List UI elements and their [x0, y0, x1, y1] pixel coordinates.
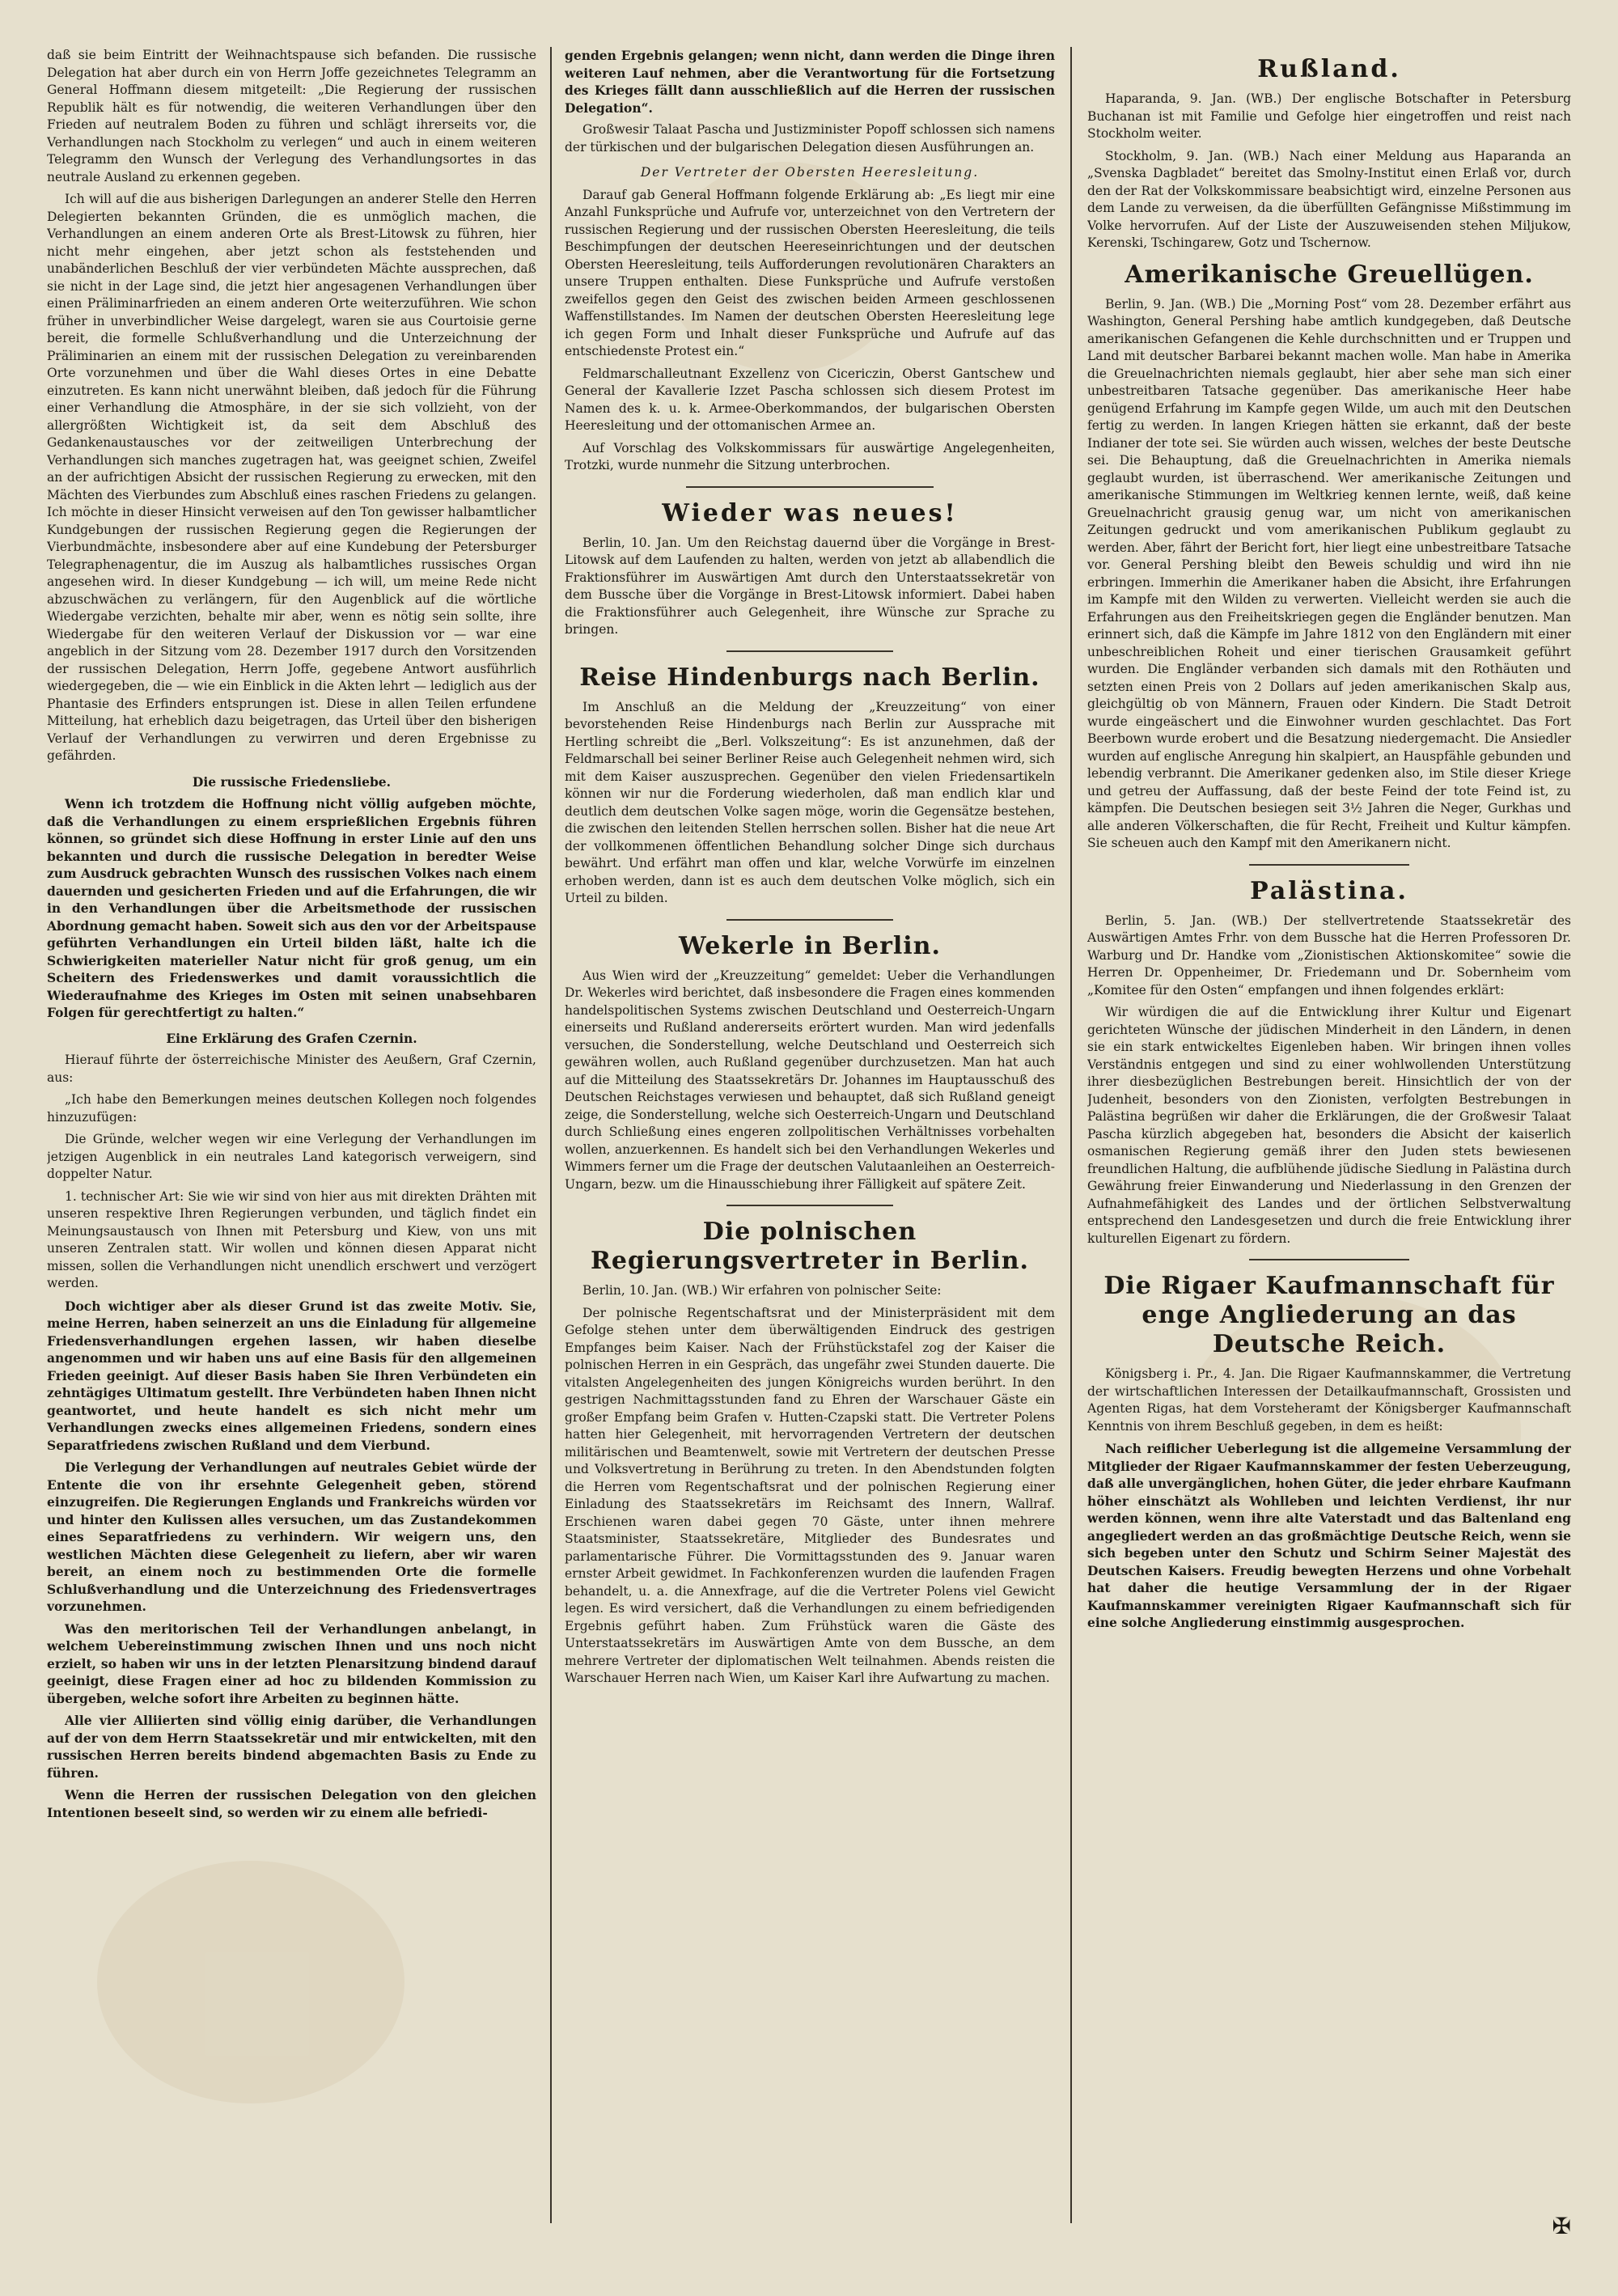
section-divider	[726, 650, 893, 652]
paragraph: Großwesir Talaat Pascha und Justizminister Popoff schlossen sich namens der türkischen und der bulgarischen Delegation diesen Ausführungen an.	[565, 122, 1055, 155]
paragraph: Im Anschluß an die Meldung der „Kreuzzeitung“ von einer bevorstehenden Reise Hindenburgs nach Berlin zur Aussprache mit Hertling schreibt die „Berl. Volkszeitung“: Es ist anzunehmen, daß der Feldmarschall bei seiner Berliner Reise auch Gelegenheit nehmen wird, sich mit dem Kaiser auszusprechen. Gegenüber den vielen Friedensartikeln können wir nur die Forderung wiederholen, daß man endlich klar und deutlich dem deutschen Volke sagen möge, worin die Gegensätze bestehen, die zwischen den leitenden Stellen herrschen sollen. Bisher hat die neue Art der vollkommenen öffentlichen Behandlung solcher Dinge sich durchaus bewährt. Und erfährt man offen und klar, welche Vorwürfe im einzelnen erhoben werden, dann ist es auch dem deutschen Volke möglich, sich ein Urteil zu bilden.	[565, 699, 1055, 905]
headline: Wekerle in Berlin.	[679, 931, 941, 960]
section-divider	[686, 486, 934, 488]
paragraph: Ich will auf die aus bisherigen Darlegungen an anderer Stelle den Herren Delegierten bekannten Gründen, die es unmöglich machen, die Verhandlungen an einem anderen Orte als Brest-Litowsk zu führen, hier nicht mehr eingehen, aber jetzt schon als feststehenden und unabänderlichen Beschluß der vier verbündeten Mächte aussprechen, daß sie nicht in der Lage sind, die jetzt hier angesagenen Verhandlungen über einen Präliminarfrieden an einem anderen Orte weiterzuführen. Wie schon früher in unverbindlicher Weise dargelegt, waren sie aus Courtoisie gerne bereit, die formelle Schlußverhandlung und die Unterzeichnung der Präliminarien an einem mit der russischen Delegation zu vereinbarenden Orte vorzunehmen und über die Wahl dieses Ortes in eine Debatte einzutreten. Es kann nicht unerwähnt bleiben, daß jedoch für die Führung einer Verhandlung die Atmosphäre, in der sie sich vollzieht, von der allergrößten Wichtigkeit ist, da seit dem Abschluß des Gedankenaustausches vor der zeitweiligen Unterbrechung der Verhandlungen sich manches zugetragen hat, was geeignet schien, Zweifel an der aufrichtigen Absicht der russischen Regierung zu erwecken, mit den Mächten des Vierbundes zum Abschluß eines raschen Friedens zu gelangen. Ich möchte in dieser Hinsicht verweisen auf den Ton gewisser halbamtlicher Kundgebungen der russischen Regierung gegen die Regierungen der Vierbundmächte, insbesondere aber auf eine Kundebung der Petersburger Telegraphenagentur, die im Auszug als halbamtliches russisches Organ angesehen wird. In dieser Kundgebung — ich will, um meine Rede nicht abzuschwächen zu verlängern, für den Augenblick auf die wörtliche Wiedergabe verzichten, behalte mir aber, wenn es nötig sein sollte, ihre Wiedergabe für den weiteren Verlauf der Diskussion vor — war eine angeblich in der Sitzung vom 28. Dezember 1917 durch den Vorsitzenden der russischen Delegation, Herrn Joffe, gegebene Antwort ausführlich wiedergegeben, die — wie ein Einblick in die Akten lehrt — lediglich aus der Phantasie des Erfinders entsprungen ist. Diese in allen Teilen erfundene Mitteilung, hat erheblich dazu beigetragen, das Urteil über den bisherigen Verlauf der Verhandlungen zu verwirren und deren Ergebnisse zu gefährden.	[47, 192, 536, 763]
paragraph: Auf Vorschlag des Volkskommissars für auswärtige Angelegenheiten, Trotzki, wurde nunmehr die Sitzung unterbrochen.	[565, 440, 1055, 472]
column-2	[565, 47, 1055, 2231]
headline: Die polnischen Regierungsvertreter in Berlin.	[591, 1218, 1029, 1275]
paragraph: Was den meritorischen Teil der Verhandlungen anbelangt, in welchem Uebereinstimmung zwischen Ihnen und uns noch nicht erzielt, so haben wir uns in der letzten Plenarsitzung bindend darauf geeinigt, diese Fragen einer ad hoc zu bildenden Kommission zu übergeben, welche sofort ihre Arbeiten zu beginnen hätte.	[47, 1620, 536, 1706]
paragraph: Doch wichtiger aber als dieser Grund ist das zweite Motiv. Sie, meine Herren, haben seinerzeit an uns die Einladung für allgemeine Friedensverhandlungen ergehen lassen, wir haben dieselbe angenommen und wir haben uns auf eine Basis für den allgemeinen Frieden geeinigt. Auf dieser Basis haben Sie Ihren Verbündeten ein zehntägiges Ultimatum gestellt. Ihre Verbündeten haben Ihnen nicht geantwortet, und heute handelt es sich nicht mehr um Verhandlungen zwecks eines allgemeinen Friedens, sondern eines Separatfriedens zwischen Rußland und dem Vierbund.	[47, 1298, 536, 1453]
headline: Die russische Friedensliebe.	[192, 773, 392, 790]
end-mark: ✠	[1552, 2213, 1571, 2239]
section-divider	[1249, 1259, 1409, 1260]
headline: Amerikanische Greuellügen.	[1125, 260, 1534, 289]
headline: Palästina.	[1250, 876, 1408, 905]
section-divider	[1249, 864, 1409, 866]
paragraph: Wenn ich trotzdem die Hoffnung nicht völlig aufgeben möchte, daß die Verhandlungen zu einem ersprießlichen Ergebnis führen können, so gründet sich diese Hoffnung in erster Linie auf den uns bekannten und durch die russische Delegation in beredter Weise zum Ausdruck gebrachten Wunsch des russischen Volkes nach einem dauernden und gesicherten Frieden und auf die Erfahrungen, die wir in den Verhandlungen über die Arbeitsmethode der russischen Abordnung gemacht haben. Soweit sich aus den vor der Arbeitspause geführten Verhandlungen ein Urteil bilden läßt, halte ich die Schwierigkeiten materieller Natur nicht für groß genug, um ein Scheitern des Friedenswerkes und damit voraussichtlich die Wiederaufnahme des Krieges im Osten mit seinen unabsehbaren Folgen für gerechtfertigt zu halten.“	[47, 796, 536, 1020]
paragraph: daß sie beim Eintritt der Weihnachtspause sich befanden. Die russische Delegation hat aber durch ein von Herrn Joffe gezeichnetes Telegramm an General Hoffmann diesem mitgeteilt: „Die Regierung der russischen Republik hält es für notwendig, die weiteren Verhandlungen über den Frieden auf neutralem Boden zu führen und schlägt ihrerseits vor, die Verhandlungen nach Stockholm zu verlegen“ und auch in einem weiteren Telegramm den Wunsch der Verlegung des Verhandlungsortes in das neutrale Ausland zu erkennen gegeben.	[47, 48, 536, 184]
paragraph: Nach reiflicher Ueberlegung ist die allgemeine Versammlung der Mitglieder der Rigaer Kaufmannskammer der festen Ueberzeugung, daß alle unvergänglichen, hohen Güter, die jeder ehrbare Kaufmann höher einschätzt als Wohlleben und leichten Verdienst, ihr nur werden können, wenn ihre alte Vaterstadt und das Baltenland eng angegliedert werden an das großmächtige Deutsche Reich, wenn sie sich begeben unter den Schutz und Schirm Seiner Majestät des Deutschen Kaisers. Freudig bewegten Herzens und ohne Vorbehalt hat daher die heutige Versammlung der in der Rigaer Kaufmannskammer vereinigten Rigaer Kaufmannschaft sich für eine solche Angliederung einstimmig ausgesprochen.	[1087, 1441, 1571, 1630]
paragraph: Berlin, 10. Jan. Um den Reichstag dauernd über die Vorgänge in Brest-Litowsk auf dem Laufenden zu halten, werden von jetzt ab allabendlich die Fraktionsführer im Auswärtigen Amt durch den Unterstaatssekretär von dem Bussche über die Vorgänge in Brest-Litowsk informiert. Dabei haben die Fraktionsführer auch Gelegenheit, ihre Wünsche zur Sprache zu bringen.	[565, 535, 1055, 637]
column-3	[1087, 47, 1571, 2231]
headline: Wieder was neues!	[662, 498, 958, 527]
paragraph: Alle vier Alliierten sind völlig einig darüber, die Verhandlungen auf der von dem Herrn Staatssekretär und mir entwickelten, mit den russischen Herren bereits bindend abgemachten Basis zu Ende zu führen.	[47, 1713, 536, 1781]
headline: Eine Erklärung des Grafen Czernin.	[166, 1030, 417, 1046]
column-rule-1	[550, 47, 552, 2223]
paragraph: Die Gründe, welcher wegen wir eine Verlegung der Verhandlungen im jetzigen Augenblick in ein neutrales Land kategorisch verweigern, sind doppelter Natur.	[47, 1132, 536, 1181]
paragraph: Wenn die Herren der russischen Delegation von den gleichen Intentionen beseelt sind, so werden wir zu einem alle befriedi-	[47, 1787, 536, 1820]
paragraph: Hierauf führte der österreichische Minister des Aeußern, Graf Czernin, aus:	[47, 1053, 536, 1085]
section-divider	[726, 919, 893, 921]
paragraph: „Ich habe den Bemerkungen meines deutschen Kollegen noch folgendes hinzuzufügen:	[47, 1092, 536, 1125]
paragraph: Darauf gab General Hoffmann folgende Erklärung ab: „Es liegt mir eine Anzahl Funksprüche und Aufrufe vor, unterzeichnet von den Vertretern der russischen Regierung und der russischen Obersten Heeresleitung, die teils Beschimpfungen der deutschen Heereseinrichtungen und der deutschen Obersten Heeresleitung, teils Aufforderungen revolutionären Charakters an unsere Truppen enthalten. Diese Funksprüche und Aufrufe verstoßen zweifellos gegen den Geist des zwischen beiden Armeen geschlossenen Waffenstillstandes. Im Namen der deutschen Obersten Heeresleitung lege ich gegen Form und Inhalt dieser Funksprüche und Aufrufe auf das entschiedenste Protest ein.“	[565, 187, 1055, 358]
paragraph: Aus Wien wird der „Kreuzzeitung“ gemeldet: Ueber die Verhandlungen Dr. Wekerles wird berichtet, daß insbesondere die Fragen eines kommenden handelspolitischen Systems zwischen Deutschland und Oesterreich-Ungarn einerseits und Rußland andererseits erörtert wurden. Man wird jedenfalls versuchen, die Sonderstellung, welche Deutschland und Oesterreich sich gewähren wollen, auch Rußland gegenüber durchzusetzen. Man hat auch auf die Mitteilung des Staatssekretärs Dr. Johannes im Hauptausschuß des Deutschen Reichstages verwiesen und behauptet, daß sich Rußland geneigt zeige, die Sonderstellung, welche sich Oesterreich-Ungarn und Deutschland durch Schließung eines engeren zollpolitischen Verhältnisses vorbehalten wollen, anzuerkennen. Es handelt sich bei den Verhandlungen Wekerles und Wimmers ferner um die Frage der deutschen Valutaanleihen an Oesterreich-Ungarn, bezw. um die Hinausschiebung ihrer Fälligkeit auf spätere Zeit.	[565, 968, 1055, 1192]
column-1	[47, 47, 536, 2231]
paragraph: 1. technischer Art: Sie wie wir sind von hier aus mit direkten Drähten mit unseren respektive Ihren Regierungen verbunden, und täglich findet ein Meinungsaustausch von Ihnen mit Petersburg und Kiew, von uns mit unseren Zentralen statt. Wir wollen und können diesen Apparat nicht missen, sollen die Verhandlungen nicht unendlich erschwert und verzögert werden.	[47, 1188, 536, 1290]
section-divider	[726, 1205, 893, 1206]
paragraph: Berlin, 9. Jan. (WB.) Die „Morning Post“ vom 28. Dezember erfährt aus Washington, General Pershing habe amtlich kundgegeben, daß Deutsche amerikanischen Gefangenen die Kehle durchschnitten und er Truppen und Land mit deutscher Barbarei bekannt machen wolle. Man habe in Amerika die Greuelnachrichten niemals geglaubt, hier aber sehe man sich einer unbestreitbaren Tatsache gegenüber. Das amerikanische Heer habe genügend Erfahrung im Kampfe gegen Wilde, um auch mit den Deutschen fertig zu werden. In langen Kriegen hätten sie erkannt, daß der beste Indianer der tote sei. Sie würden auch wissen, welches der beste Deutsche sei. Die Behauptung, daß die Greuelnachrichten in Amerika niemals geglaubt wurden, ist überraschend. Wer amerikanische Zeitungen und amerikanische Stimmungen im Weltkrieg kennen lernte, weiß, daß keine Greuelnachricht grausig genug war, um nicht von amerikanischen Zeitungen gedruckt und vom amerikanischen Publikum geglaubt zu werden. Aber, fährt der Bericht fort, hier liegt eine unbestreitbare Tatsache vor. General Pershing bleibt den Beweis schuldig und wird ihn nie erbringen. Immerhin die Amerikaner haben die Absicht, ihre Erfahrungen im Kampfe mit den Wilden zu verwerten. Vielleicht werden sie auch die Erfahrungen aus den Freiheitskriegen gegen die Engländer benutzen. Man erinnert sich, daß die Kämpfe im Jahre 1812 von den Engländern mit einer unbeschreiblichen Roheit und einer tierischen Grausamkeit geführt wurden. Die Engländer verbanden sich damals mit den Rothäuten und setzten einen Preis von 2 Dollars auf jeden amerikanischen Skalp aus, gleichgültig ob von Männern, Frauen oder Kindern. Die Stadt Detroit wurde eingeäschert und die Einwohner wurden geschlachtet. Das Fort Beerbown wurde erobert und die Besatzung niedergemacht. Die Ansiedler wurden auf englische Anregung hin skalpiert, an Hauspfähle gebunden und lebendig verbrannt. Die Amerikaner gedenken also, im Stile dieser Kriege und getreu der Auffassung, daß der beste Feind der tote Feind ist, zu kämpfen. Die Deutschen besiegen seit 3½ Jahren die Neger, Gurkhas und alle anderen Völkerschaften, die für Recht, Freiheit und Kultur kämpfen. Sie scheuen auch den Kampf mit den Amerikanern nicht.	[1087, 296, 1571, 850]
paragraph: genden Ergebnis gelangen; wenn nicht, dann werden die Dinge ihren weiteren Lauf nehmen, aber die Verantwortung für die Fortsetzung des Krieges fällt dann ausschließlich auf die Herren der russischen Delegation“.	[565, 48, 1055, 116]
paragraph: Wir würdigen die auf die Entwicklung ihrer Kultur und Eigenart gerichteten Wünsche der jüdischen Minderheit in den Ländern, in denen sie ein stark entwickeltes Eigenleben haben. Wir bringen ihnen volles Verständnis entgegen und sind zu einer wohlwollenden Unterstützung ihrer diesbezüglichen Bestrebungen bereit. Hinsichtlich der von der Judenheit, besonders von den Zionisten, verfolgten Bestrebungen in Palästina begrüßen wir daher die Erklärungen, die der Großwesir Talaat Pascha kürzlich abgegeben hat, besonders die Absicht der kaiserlich osmanischen Regierung gemäß ihrer den Juden stets bewiesenen freundlichen Haltung, die aufblühende jüdische Siedlung in Palästina durch Gewährung freier Einwanderung und Niederlassung in den Grenzen der Aufnahmefähigkeit des Landes und der örtlichen Selbstverwaltung entsprechend den Landesgesetzen und durch die freie Entwicklung ihrer kulturellen Eigenart zu fördern.	[1087, 1005, 1571, 1246]
headline: Rußland.	[1257, 55, 1401, 83]
column-rule-2	[1070, 47, 1072, 2223]
paragraph: Berlin, 5. Jan. (WB.) Der stellvertretende Staatssekretär des Auswärtigen Amtes Frhr. von dem Bussche hat die Herren Professoren Dr. Warburg und Dr. Handke vom „Zionistischen Aktionskomitee“ sowie die Herren Dr. Oppenheimer, Dr. Friedemann und Dr. Sobernheim vom „Komitee für den Osten“ empfangen und ihnen folgendes erklärt:	[1087, 913, 1571, 998]
headline: Die Rigaer Kaufmannschaft für enge Angliederung an das Deutsche Reich.	[1103, 1272, 1555, 1358]
paragraph: Feldmarschalleutnant Exzellenz von Cicericzin, Oberst Gantschew und General der Kavallerie Izzet Pascha schlossen sich diesem Protest im Namen des k. u. k. Armee-Oberkommandos, der bulgarischen Obersten Heeresleitung und der ottomanischen Armee an.	[565, 366, 1055, 433]
paragraph: Die Verlegung der Verhandlungen auf neutrales Gebiet würde der Entente die von ihr ersehnte Gelegenheit geben, störend einzugreifen. Die Regierungen Englands und Frankreichs würden vor und hinter den Kulissen alles versuchen, um das Zustandekommen eines Separatfriedens zu verhindern. Wir weigern uns, den westlichen Mächten diese Gelegenheit zu liefern, aber wir waren bereit, an einem noch zu bestimmenden Orte die formelle Schlußverhandlung und die Unterzeichnung des Friedensvertrages vorzunehmen.	[47, 1459, 536, 1614]
paragraph: Stockholm, 9. Jan. (WB.) Nach einer Meldung aus Haparanda an „Svenska Dagbladet“ bereitet das Smolny-Institut einen Erlaß vor, durch den der Rat der Volkskommissare beabsichtigt wird, einzelne Personen aus dem Lande zu verweisen, da die überfüllten Gefängnisse Mißstimmung im Volke hervorrufen. Auf der Liste der Auszuweisenden stehen Miljukow, Kerenski, Tschingarew, Gotz und Tschernow.	[1087, 148, 1571, 250]
headline: Reise Hindenburgs nach Berlin.	[579, 663, 1040, 692]
paragraph: Haparanda, 9. Jan. (WB.) Der englische Botschafter in Petersburg Buchanan ist mit Familie und Gefolge hier eingetroffen und reist nach Stockholm weiter.	[1087, 91, 1571, 141]
paragraph: Königsberg i. Pr., 4. Jan. Die Rigaer Kaufmannskammer, die Vertretung der wirtschaftlichen Interessen der Detailkaufmannschaft, Grossisten und Agenten Rigas, hat dem Vorsteheramt der Königsberger Kaufmannschaft Kenntnis von ihrem Beschluß gegeben, in dem es heißt:	[1087, 1366, 1571, 1434]
paragraph: Der polnische Regentschaftsrat und der Ministerpräsident mit dem Gefolge stehen unter dem überwältigenden Eindruck des gestrigen Empfanges beim Kaiser. Nach der Frühstückstafel zog der Kaiser die polnischen Herren in ein Gespräch, das ungefähr zwei Stunden dauerte. Die vitalsten Angelegenheiten des jungen Königreichs wurden berührt. In den gestrigen Nachmittagsstunden fand zu Ehren der Warschauer Gäste ein großer Empfang beim Grafen v. Hutten-Czapski statt. Die Vertreter Polens hatten hier Gelegenheit, mit hervorragenden Vertretern der deutschen militärischen und Beamtenwelt, sowie mit Vertretern der deutschen Presse und Volksvertretung in Berührung zu treten. In den Abendstunden folgten die Herren vom Regentschaftsrat und der polnischen Regierung einer Einladung des Staatssekretärs im Reichsamt des Innern, Wallraf. Erschienen waren dabei gegen 70 Gäste, unter ihnen mehrere Staatsminister, Staatssekretäre, Mitglieder des Bundesrates und parlamentarische Führer. Die Vormittagsstunden des 9. Januar waren ernster Arbeit gewidmet. In Fachkonferenzen wurden die laufenden Fragen behandelt, u. a. die Annexfrage, auf die die Vertreter Polens viel Gewicht legen. Es wird versichert, daß die Verhandlungen zu einem befriedigenden Ergebnis geführt haben. Zum Frühstück waren die Gäste des Unterstaatssekretärs im Auswärtigen Amte von dem Bussche, an dem mehrere Vertreter der diplomatischen Welt teilnahmen. Abends reisten die Warschauer Herren nach Wien, um Kaiser Karl ihre Aufwartung zu machen.	[565, 1305, 1055, 1685]
paragraph: Berlin, 10. Jan. (WB.) Wir erfahren von polnischer Seite:	[582, 1283, 942, 1298]
headline: Der Vertreter der Obersten Heeresleitung.	[640, 165, 980, 180]
